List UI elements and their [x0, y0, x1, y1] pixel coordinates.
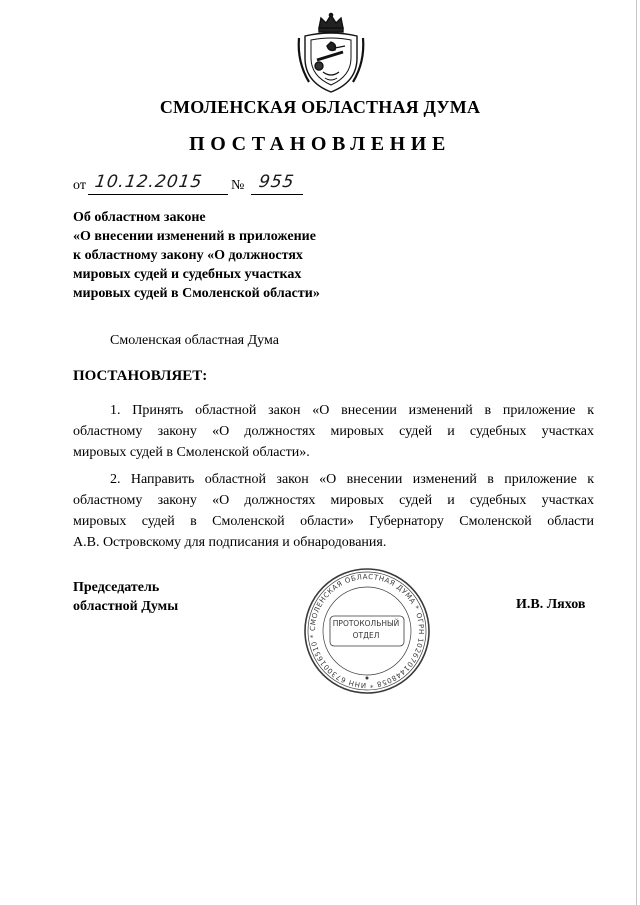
- stamp-center-text: [328, 618, 404, 642]
- smolensk-coat-of-arms-icon: [295, 12, 367, 96]
- document-type-title: ПОСТАНОВЛЕНИЕ: [189, 133, 451, 155]
- paragraph-line: мировых судей в Смоленской области».: [73, 445, 310, 460]
- handwritten-date: 10.12.2015: [93, 172, 204, 192]
- date-number-line: [73, 170, 373, 198]
- signatory-name: И.В. Ляхов: [516, 597, 586, 612]
- signatory-title: [73, 578, 178, 616]
- subject-line: мировых судей в Смоленской области»: [73, 286, 320, 301]
- organization-title: СМОЛЕНСКАЯ ОБЛАСТНАЯ ДУМА: [159, 97, 481, 117]
- subject-line: мировых судей и судебных участках: [73, 267, 302, 282]
- subject-line: «О внесении изменений в приложение: [73, 229, 316, 244]
- signatory-title-line: Председатель: [73, 580, 160, 595]
- paragraph-line: областному закону «О должностях мировых судей и судебных участках: [73, 424, 594, 439]
- date-underline: [88, 194, 228, 195]
- paragraph-line: 2. Направить областной закон «О внесении изменений в приложение к: [110, 472, 594, 487]
- signatory-title-line: областной Думы: [73, 599, 179, 614]
- document-subject: [73, 208, 373, 303]
- paragraph-line: 1. Принять областной закон «О внесении изменений в приложение к: [110, 403, 594, 418]
- stamp-center-line: ОТДЕЛ: [352, 631, 380, 640]
- stamp-center-line: ПРОТОКОЛЬНЫЙ: [332, 619, 400, 628]
- paragraph-line: областному закону «О должностях мировых судей и судебных участках: [73, 493, 594, 508]
- date-prefix: от: [73, 178, 86, 193]
- stamp-ring-text: СМОЛЕНСКАЯ ОБЛАСТНАЯ ДУМА * ОГРН 1026701448058 * ИНН 6730016510 *: [308, 572, 426, 690]
- paragraph-line: А.В. Островскому для подписания и обнародования.: [73, 535, 387, 550]
- subject-line: Об областном законе: [73, 210, 206, 225]
- subject-line: к областному закону «О должностях: [73, 248, 303, 263]
- paragraph-2: [73, 469, 594, 553]
- handwritten-number: 955: [257, 172, 296, 192]
- number-underline: [251, 194, 303, 195]
- paragraph-1: [73, 400, 594, 463]
- paragraph-line: мировых судей в Смоленской области» Губернатору Смоленской области: [73, 514, 594, 529]
- number-prefix: №: [231, 178, 245, 193]
- issuer-line: Смоленская областная Дума: [110, 333, 279, 348]
- resolves-heading: ПОСТАНОВЛЯЕТ:: [73, 368, 208, 384]
